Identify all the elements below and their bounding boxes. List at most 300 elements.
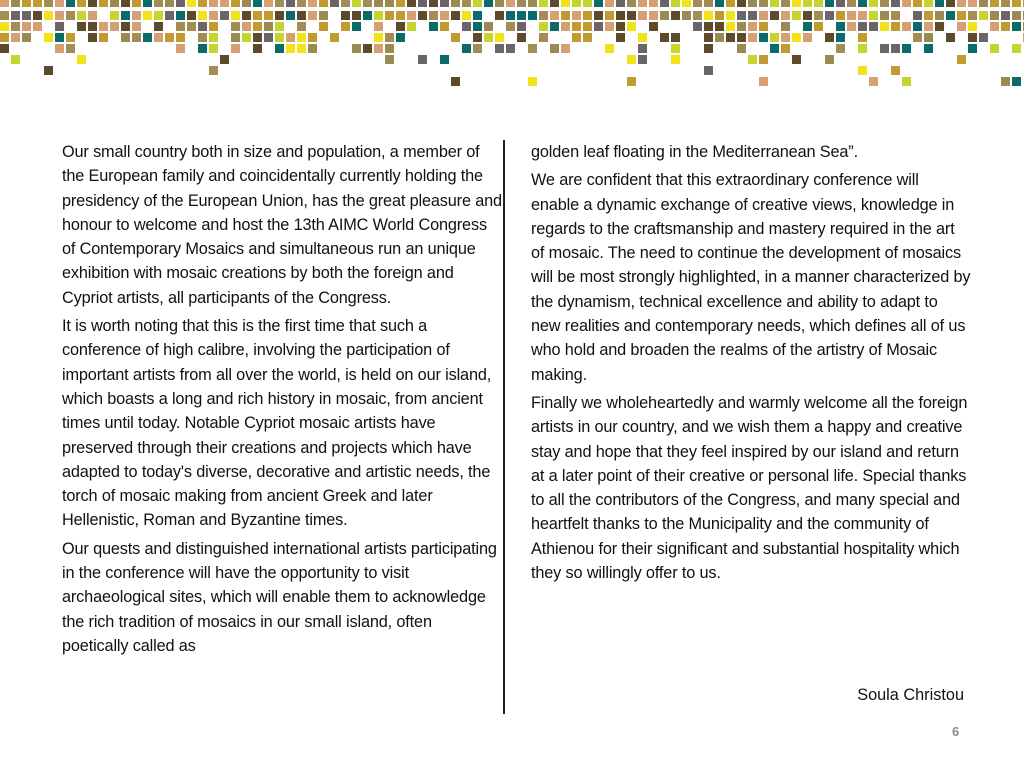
mosaic-tile: [649, 0, 658, 7]
mosaic-tile: [176, 22, 185, 31]
mosaic-tile: [825, 0, 834, 7]
mosaic-tile: [473, 0, 482, 7]
mosaic-tile: [704, 44, 713, 53]
mosaic-tile: [341, 0, 350, 7]
mosaic-tile: [605, 44, 614, 53]
mosaic-tile: [33, 22, 42, 31]
mosaic-tile: [924, 0, 933, 7]
mosaic-tile: [473, 22, 482, 31]
mosaic-tile: [385, 44, 394, 53]
mosaic-tile: [583, 33, 592, 42]
mosaic-tile: [385, 11, 394, 20]
mosaic-tile: [451, 77, 460, 86]
mosaic-tile: [363, 44, 372, 53]
mosaic-tile: [704, 22, 713, 31]
mosaic-tile: [44, 66, 53, 75]
mosaic-tile: [462, 22, 471, 31]
mosaic-tile: [814, 0, 823, 7]
mosaic-tile: [759, 33, 768, 42]
mosaic-tile: [308, 33, 317, 42]
mosaic-tile: [462, 44, 471, 53]
mosaic-tile: [561, 11, 570, 20]
mosaic-tile: [297, 22, 306, 31]
mosaic-tile: [308, 11, 317, 20]
mosaic-tile: [407, 22, 416, 31]
mosaic-tile: [110, 0, 119, 7]
mosaic-tile: [693, 11, 702, 20]
mosaic-tile: [330, 0, 339, 7]
mosaic-tile: [726, 11, 735, 20]
mosaic-tile: [429, 11, 438, 20]
mosaic-tile: [495, 33, 504, 42]
mosaic-tile: [858, 11, 867, 20]
mosaic-tile: [913, 11, 922, 20]
mosaic-tile: [462, 0, 471, 7]
mosaic-tile: [759, 77, 768, 86]
mosaic-tile: [407, 0, 416, 7]
mosaic-tile: [902, 77, 911, 86]
mosaic-tile: [341, 22, 350, 31]
mosaic-tile: [165, 11, 174, 20]
mosaic-tile: [1012, 77, 1021, 86]
mosaic-tile: [792, 0, 801, 7]
mosaic-tile: [209, 0, 218, 7]
mosaic-tile: [143, 0, 152, 7]
paragraph: Our quests and distinguished international artists participating in the conference will have the opportunity to visit archaeological sites, which will enable them to acknowledge the rich tradition of mosaics in our small island, often poetically called as: [62, 539, 497, 655]
mosaic-tile: [704, 66, 713, 75]
mosaic-tile: [385, 33, 394, 42]
mosaic-tile: [572, 22, 581, 31]
mosaic-tile: [726, 33, 735, 42]
mosaic-tile: [264, 33, 273, 42]
mosaic-tile: [33, 11, 42, 20]
mosaic-tile: [44, 11, 53, 20]
mosaic-tile: [198, 0, 207, 7]
mosaic-tile: [836, 11, 845, 20]
mosaic-tile: [374, 0, 383, 7]
mosaic-tile: [649, 22, 658, 31]
mosaic-tile: [209, 33, 218, 42]
mosaic-tile: [253, 22, 262, 31]
mosaic-tile: [726, 0, 735, 7]
mosaic-tile: [352, 22, 361, 31]
mosaic-tile: [506, 44, 515, 53]
mosaic-tile: [957, 11, 966, 20]
mosaic-tile: [748, 22, 757, 31]
mosaic-tile: [198, 33, 207, 42]
mosaic-tile: [1001, 22, 1010, 31]
mosaic-tile: [110, 11, 119, 20]
mosaic-tile: [550, 44, 559, 53]
mosaic-tile: [572, 33, 581, 42]
mosaic-tile: [77, 55, 86, 64]
mosaic-tile: [473, 11, 482, 20]
mosaic-tile: [550, 0, 559, 7]
mosaic-tile: [99, 33, 108, 42]
mosaic-tile: [693, 0, 702, 7]
mosaic-tile: [814, 22, 823, 31]
mosaic-tile: [990, 11, 999, 20]
mosaic-tile: [22, 0, 31, 7]
mosaic-tile: [968, 44, 977, 53]
mosaic-tile: [935, 11, 944, 20]
mosaic-tile: [484, 33, 493, 42]
mosaic-tile: [297, 11, 306, 20]
left-text-column: [62, 140, 502, 662]
mosaic-tile: [935, 0, 944, 7]
mosaic-tile: [396, 22, 405, 31]
mosaic-tile: [935, 22, 944, 31]
mosaic-tile: [187, 11, 196, 20]
mosaic-tile: [11, 22, 20, 31]
mosaic-tile: [902, 44, 911, 53]
mosaic-tile: [660, 0, 669, 7]
mosaic-tile: [264, 22, 273, 31]
mosaic-tile: [418, 55, 427, 64]
mosaic-tile: [1012, 22, 1021, 31]
right-text-column: [531, 140, 971, 589]
mosaic-tile: [616, 33, 625, 42]
mosaic-tile: [737, 0, 746, 7]
mosaic-tile: [110, 22, 119, 31]
mosaic-tile: [979, 33, 988, 42]
mosaic-tile: [220, 55, 229, 64]
mosaic-tile: [88, 11, 97, 20]
mosaic-tile: [154, 33, 163, 42]
mosaic-tile: [253, 0, 262, 7]
mosaic-tile: [11, 0, 20, 7]
mosaic-tile: [132, 11, 141, 20]
mosaic-tile: [495, 44, 504, 53]
mosaic-tile: [440, 11, 449, 20]
mosaic-tile: [231, 0, 240, 7]
mosaic-tile: [770, 0, 779, 7]
mosaic-tile: [891, 0, 900, 7]
mosaic-tile: [297, 33, 306, 42]
mosaic-tile: [352, 11, 361, 20]
mosaic-tile: [990, 22, 999, 31]
mosaic-tile: [209, 44, 218, 53]
mosaic-tile: [330, 33, 339, 42]
paragraph: Our small country both in size and population, a member of the European family and coincidentally currently holding the presidency of the European Union, has the great pleasure and honour to welcome and host the 13th AIMC World Congress of Contemporary Mosaics and simultaneous run an unique exhibition with mosaic creations by both the foreign and Cypriot artists, all participants of the Congress.: [62, 143, 502, 307]
mosaic-tile: [649, 11, 658, 20]
mosaic-tile: [121, 22, 130, 31]
mosaic-tile: [594, 0, 603, 7]
mosaic-tile: [66, 11, 75, 20]
mosaic-tile: [638, 33, 647, 42]
mosaic-tile: [143, 33, 152, 42]
mosaic-tile: [407, 11, 416, 20]
mosaic-tile: [704, 0, 713, 7]
mosaic-tile: [638, 55, 647, 64]
mosaic-tile: [418, 0, 427, 7]
paragraph: It is worth noting that this is the first time that such a conference of high calibre, involving the participation of important artists from all over the world, is held on our island, which boasts a long and rich history in mosaic, from ancient times until today. Notable Cypriot mosaic artists have preserved through their creations and projects which have adapted to today's diverse, decorative and artistic needs, the torch of mosaic making from ancient Greek and later Hellenistic, Roman and Byzantine times.: [62, 317, 492, 530]
mosaic-tile: [242, 11, 251, 20]
mosaic-tile: [66, 44, 75, 53]
mosaic-tile: [264, 11, 273, 20]
mosaic-tile: [374, 33, 383, 42]
mosaic-tile: [627, 22, 636, 31]
mosaic-tile: [286, 11, 295, 20]
mosaic-tile: [528, 0, 537, 7]
mosaic-tile: [847, 22, 856, 31]
mosaic-tile: [990, 44, 999, 53]
mosaic-tile: [594, 11, 603, 20]
mosaic-tile: [616, 22, 625, 31]
mosaic-tile: [77, 0, 86, 7]
mosaic-tile: [253, 11, 262, 20]
mosaic-tile: [198, 22, 207, 31]
column-divider: [503, 140, 505, 714]
mosaic-tile: [880, 11, 889, 20]
mosaic-tile: [572, 11, 581, 20]
mosaic-tile: [209, 66, 218, 75]
mosaic-tile: [957, 22, 966, 31]
mosaic-tile: [132, 22, 141, 31]
mosaic-tile: [187, 22, 196, 31]
mosaic-tile: [0, 22, 9, 31]
mosaic-tile: [517, 22, 526, 31]
mosaic-tile: [781, 11, 790, 20]
mosaic-tile: [891, 44, 900, 53]
mosaic-tile: [176, 44, 185, 53]
mosaic-tile: [825, 55, 834, 64]
paragraph: golden leaf floating in the Mediterranean Sea”.: [531, 143, 858, 161]
mosaic-tile: [803, 11, 812, 20]
mosaic-tile: [660, 33, 669, 42]
mosaic-tile: [803, 0, 812, 7]
mosaic-tile: [517, 11, 526, 20]
mosaic-tile: [781, 0, 790, 7]
mosaic-tile: [836, 0, 845, 7]
mosaic-tile: [121, 33, 130, 42]
mosaic-tile: [638, 11, 647, 20]
mosaic-tile: [737, 22, 746, 31]
mosaic-tile: [275, 44, 284, 53]
mosaic-tile: [11, 55, 20, 64]
mosaic-tile: [924, 33, 933, 42]
mosaic-tile: [924, 11, 933, 20]
mosaic-tile: [990, 0, 999, 7]
mosaic-tile: [99, 22, 108, 31]
mosaic-tile: [22, 11, 31, 20]
mosaic-tile: [946, 33, 955, 42]
mosaic-tile: [583, 11, 592, 20]
mosaic-tile: [341, 11, 350, 20]
signature: Soula Christou: [857, 686, 964, 704]
mosaic-tile: [902, 22, 911, 31]
mosaic-tile: [484, 0, 493, 7]
mosaic-tile: [1012, 11, 1021, 20]
mosaic-tile: [1001, 77, 1010, 86]
mosaic-tile: [429, 22, 438, 31]
mosaic-tile: [528, 77, 537, 86]
mosaic-tile: [792, 55, 801, 64]
mosaic-tile: [154, 22, 163, 31]
mosaic-tile: [781, 44, 790, 53]
mosaic-tile: [803, 22, 812, 31]
mosaic-tile: [88, 33, 97, 42]
mosaic-tile: [286, 44, 295, 53]
mosaic-tile: [121, 11, 130, 20]
mosaic-tile: [176, 11, 185, 20]
mosaic-tile: [946, 0, 955, 7]
mosaic-tile: [616, 0, 625, 7]
mosaic-tile: [759, 0, 768, 7]
mosaic-tile: [616, 11, 625, 20]
mosaic-tile: [242, 0, 251, 7]
mosaic-tile: [671, 0, 680, 7]
mosaic-tile: [297, 0, 306, 7]
mosaic-tile: [913, 0, 922, 7]
mosaic-tile: [385, 0, 394, 7]
mosaic-tile: [231, 33, 240, 42]
mosaic-tile: [902, 0, 911, 7]
paragraph: Finally we wholeheartedly and warmly welcome all the foreign artists in our country, and we wish them a happy and creative stay and hope that they feel inspired by our island and return at a later point of their creative or personal life. Special thanks to all the contributors of the Congress, and many special and heartfelt thanks to the Municipality and the community of Athienou for their significant and substantial hospitality which they so willingly offer to us.: [531, 393, 968, 583]
mosaic-header-banner: [0, 0, 1024, 92]
mosaic-tile: [352, 44, 361, 53]
mosaic-tile: [759, 11, 768, 20]
mosaic-tile: [88, 22, 97, 31]
mosaic-tile: [814, 11, 823, 20]
mosaic-tile: [396, 33, 405, 42]
mosaic-tile: [737, 44, 746, 53]
mosaic-tile: [847, 0, 856, 7]
mosaic-tile: [429, 0, 438, 7]
mosaic-tile: [869, 22, 878, 31]
mosaic-tile: [858, 66, 867, 75]
mosaic-tile: [748, 33, 757, 42]
mosaic-tile: [968, 0, 977, 7]
mosaic-tile: [209, 11, 218, 20]
mosaic-tile: [858, 0, 867, 7]
mosaic-tile: [737, 33, 746, 42]
mosaic-tile: [1012, 0, 1021, 7]
mosaic-tile: [154, 0, 163, 7]
mosaic-tile: [561, 0, 570, 7]
mosaic-tile: [44, 0, 53, 7]
mosaic-tile: [660, 11, 669, 20]
mosaic-tile: [770, 11, 779, 20]
mosaic-tile: [825, 11, 834, 20]
mosaic-tile: [869, 77, 878, 86]
mosaic-tile: [253, 44, 262, 53]
mosaic-tile: [869, 0, 878, 7]
mosaic-tile: [759, 55, 768, 64]
mosaic-tile: [495, 11, 504, 20]
mosaic-tile: [0, 33, 9, 42]
mosaic-tile: [704, 11, 713, 20]
mosaic-tile: [517, 33, 526, 42]
mosaic-tile: [781, 22, 790, 31]
mosaic-tile: [704, 33, 713, 42]
mosaic-tile: [715, 22, 724, 31]
mosaic-tile: [55, 44, 64, 53]
mosaic-tile: [891, 22, 900, 31]
mosaic-tile: [275, 33, 284, 42]
mosaic-tile: [55, 11, 64, 20]
mosaic-tile: [726, 22, 735, 31]
mosaic-tile: [880, 0, 889, 7]
mosaic-tile: [176, 0, 185, 7]
mosaic-tile: [451, 0, 460, 7]
mosaic-tile: [121, 0, 130, 7]
mosaic-tile: [231, 22, 240, 31]
mosaic-tile: [506, 22, 515, 31]
mosaic-tile: [715, 11, 724, 20]
mosaic-tile: [561, 44, 570, 53]
mosaic-tile: [308, 0, 317, 7]
mosaic-tile: [770, 44, 779, 53]
mosaic-tile: [583, 22, 592, 31]
mosaic-tile: [165, 33, 174, 42]
page-number: 6: [952, 724, 960, 739]
mosaic-tile: [451, 11, 460, 20]
mosaic-tile: [913, 33, 922, 42]
mosaic-tile: [319, 11, 328, 20]
mosaic-tile: [55, 0, 64, 7]
mosaic-tile: [77, 11, 86, 20]
mosaic-tile: [627, 55, 636, 64]
mosaic-tile: [638, 0, 647, 7]
mosaic-tile: [594, 22, 603, 31]
mosaic-tile: [44, 33, 53, 42]
mosaic-tile: [671, 55, 680, 64]
mosaic-tile: [132, 33, 141, 42]
mosaic-tile: [88, 0, 97, 7]
mosaic-tile: [374, 22, 383, 31]
mosaic-tile: [143, 11, 152, 20]
mosaic-tile: [979, 11, 988, 20]
mosaic-tile: [176, 33, 185, 42]
mosaic-tile: [924, 44, 933, 53]
mosaic-tile: [11, 11, 20, 20]
mosaic-tile: [671, 33, 680, 42]
mosaic-tile: [418, 11, 427, 20]
mosaic-tile: [605, 11, 614, 20]
mosaic-tile: [583, 0, 592, 7]
mosaic-tile: [33, 0, 42, 7]
mosaic-tile: [440, 55, 449, 64]
mosaic-tile: [803, 33, 812, 42]
mosaic-tile: [605, 22, 614, 31]
mosaic-tile: [836, 22, 845, 31]
mosaic-tile: [0, 0, 9, 7]
mosaic-tile: [275, 22, 284, 31]
mosaic-tile: [319, 0, 328, 7]
mosaic-tile: [715, 33, 724, 42]
mosaic-tile: [396, 11, 405, 20]
mosaic-tile: [836, 44, 845, 53]
mosaic-tile: [55, 22, 64, 31]
mosaic-tile: [374, 11, 383, 20]
mosaic-tile: [891, 11, 900, 20]
mosaic-tile: [671, 44, 680, 53]
mosaic-tile: [979, 0, 988, 7]
mosaic-tile: [297, 44, 306, 53]
mosaic-tile: [605, 0, 614, 7]
mosaic-tile: [517, 0, 526, 7]
mosaic-tile: [858, 44, 867, 53]
mosaic-tile: [539, 11, 548, 20]
mosaic-tile: [231, 11, 240, 20]
mosaic-tile: [77, 22, 86, 31]
mosaic-tile: [165, 0, 174, 7]
mosaic-tile: [539, 33, 548, 42]
mosaic-tile: [572, 0, 581, 7]
mosaic-tile: [968, 11, 977, 20]
mosaic-tile: [858, 33, 867, 42]
